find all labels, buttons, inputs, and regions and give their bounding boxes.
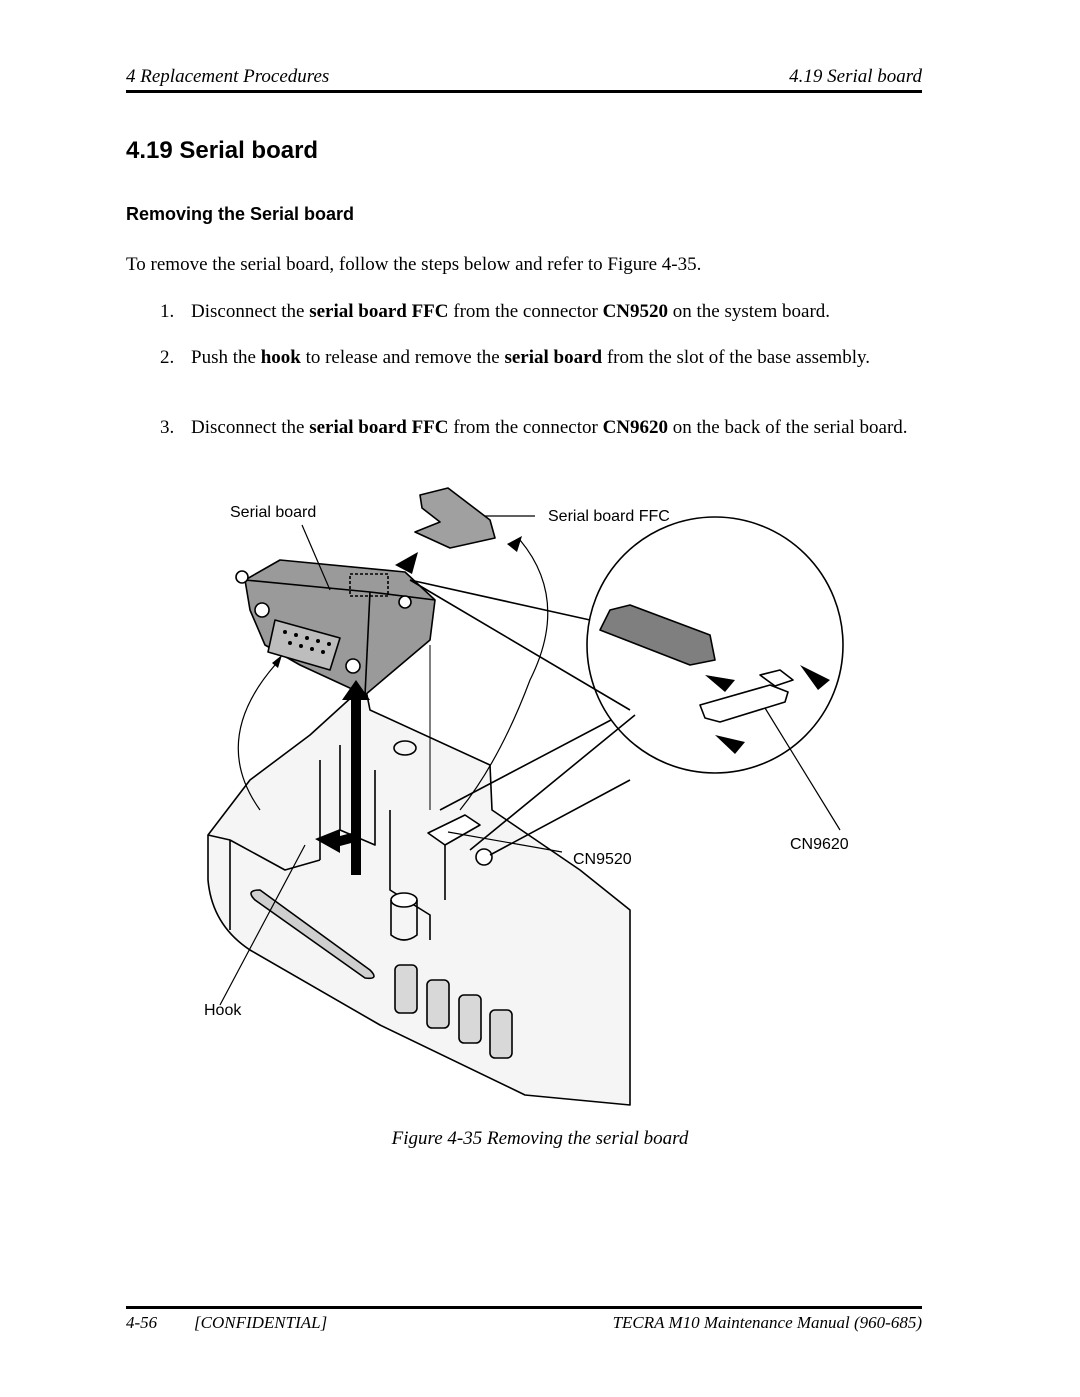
figure-illustration [190,480,880,1110]
figure-serial-board-removal [190,480,880,1110]
vent-slot [427,980,449,1028]
post [391,893,417,907]
intro-paragraph: To remove the serial board, follow the steps below and refer to Figure 4-35. [126,254,702,275]
running-header [126,66,922,88]
label-serial-board: Serial board [230,504,317,521]
serial-board-ffc [415,488,495,548]
label-serial-board-ffc: Serial board FFC [548,508,670,525]
vent-slot [490,1010,512,1058]
footer-rule [126,1306,922,1309]
step-text: Push the hook to release and remove the serial board from the slot of the base assembly. [191,347,870,368]
section-title: 4.19 Serial board [126,137,319,164]
vent-slot [395,965,417,1013]
base-assembly [208,685,630,1105]
header-chapter: 4 Replacement Procedures [126,66,330,87]
step-text: Disconnect the serial board FFC from the connector CN9520 on the system board. [191,301,831,322]
figure-caption: Figure 4-35 Removing the serial board [391,1128,689,1149]
step-number: 3. [160,417,175,438]
vent-slot [459,995,481,1043]
running-footer [126,1313,922,1335]
subsection-title: Removing the Serial board [126,204,355,224]
label-cn9620: CN9620 [790,836,849,853]
confidential-mark: [CONFIDENTIAL] [194,1313,328,1332]
step-text: Disconnect the serial board FFC from the connector CN9620 on the back of the serial board. [191,417,908,438]
label-cn9520: CN9520 [573,851,632,868]
label-hook: Hook [204,1002,242,1019]
manual-title: TECRA M10 Maintenance Manual (960-685) [612,1313,922,1332]
page-number: 4-56 [126,1313,158,1332]
step-number: 2. [160,347,175,368]
step-number: 1. [160,301,175,322]
header-rule [126,90,922,93]
detail-zoom-circle [587,517,843,773]
header-section: 4.19 Serial board [789,66,922,87]
